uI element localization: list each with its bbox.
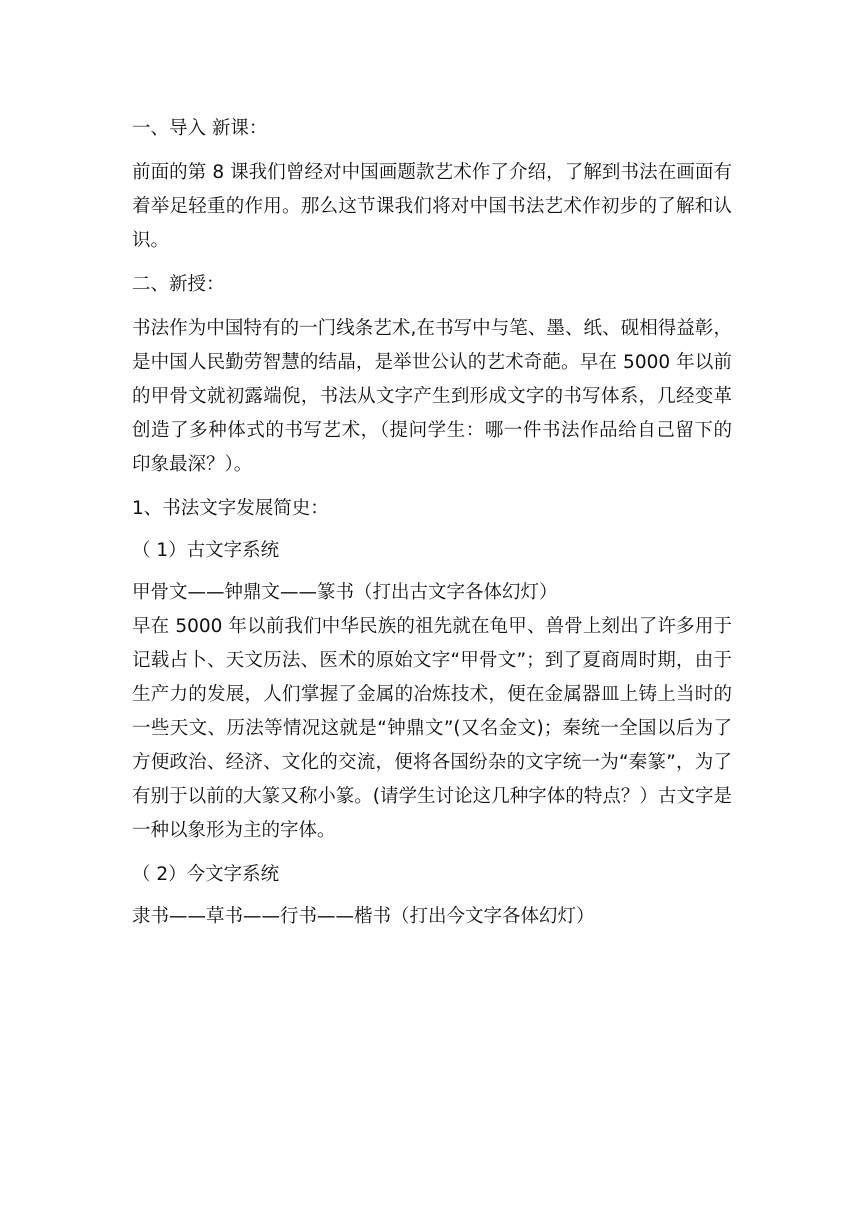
- modern-script-heading: （ 2）今文字系统: [132, 864, 280, 885]
- calligraphy-overview-paragraph: 书法作为中国特有的一门线条艺术,在书写中与笔、墨、纸、砚相得益彰，是中国人民勤劳智慧的结晶，是举世公认的艺术奇葩。早在 5000 年以前的甲骨文就初露端倪，书法从文字产生到形成文字的书写体系，几经变革创造了多种体式的书写艺术，（提问学生：哪一件书法作品给自己留下的印象最深？）。: [132, 318, 732, 475]
- history-heading: 1、书法文字发展简史：: [132, 498, 329, 519]
- section-heading-new-teaching: 二、新授：: [132, 274, 225, 295]
- ancient-script-sequence: 甲骨文——钟鼎文——篆书（打出古文字各体幻灯）: [132, 582, 558, 603]
- section-heading-introduction: 一、导入 新课：: [132, 118, 268, 139]
- document-content: [132, 112, 732, 934]
- ancient-script-heading: （ 1）古文字系统: [132, 540, 280, 561]
- modern-script-sequence: 隶书——草书——行书——楷书（打出今文字各体幻灯）: [132, 906, 595, 927]
- ancient-script-paragraph: 早在 5000 年以前我们中华民族的祖先就在龟甲、兽骨上刻出了许多用于记载占卜、天文历法、医术的原始文字“甲骨文”；到了夏商周时期，由于生产力的发展，人们掌握了金属的冶炼技术，便在金属器皿上铸上当时的一些天文、历法等情况这就是“钟鼎文”(又名金文)；秦统一全国以后为了方便政治、经济、文化的交流，便将各国纷杂的文字统一为“秦篆”，为了有别于以前的大篆又称小篆。(请学生讨论这几种字体的特点？）古文字是一种以象形为主的字体。: [132, 616, 732, 841]
- intro-paragraph: 前面的第 8 课我们曾经对中国画题款艺术作了介绍，了解到书法在画面有着举足轻重的作用。那么这节课我们将对中国书法艺术作初步的了解和认识。: [132, 162, 732, 251]
